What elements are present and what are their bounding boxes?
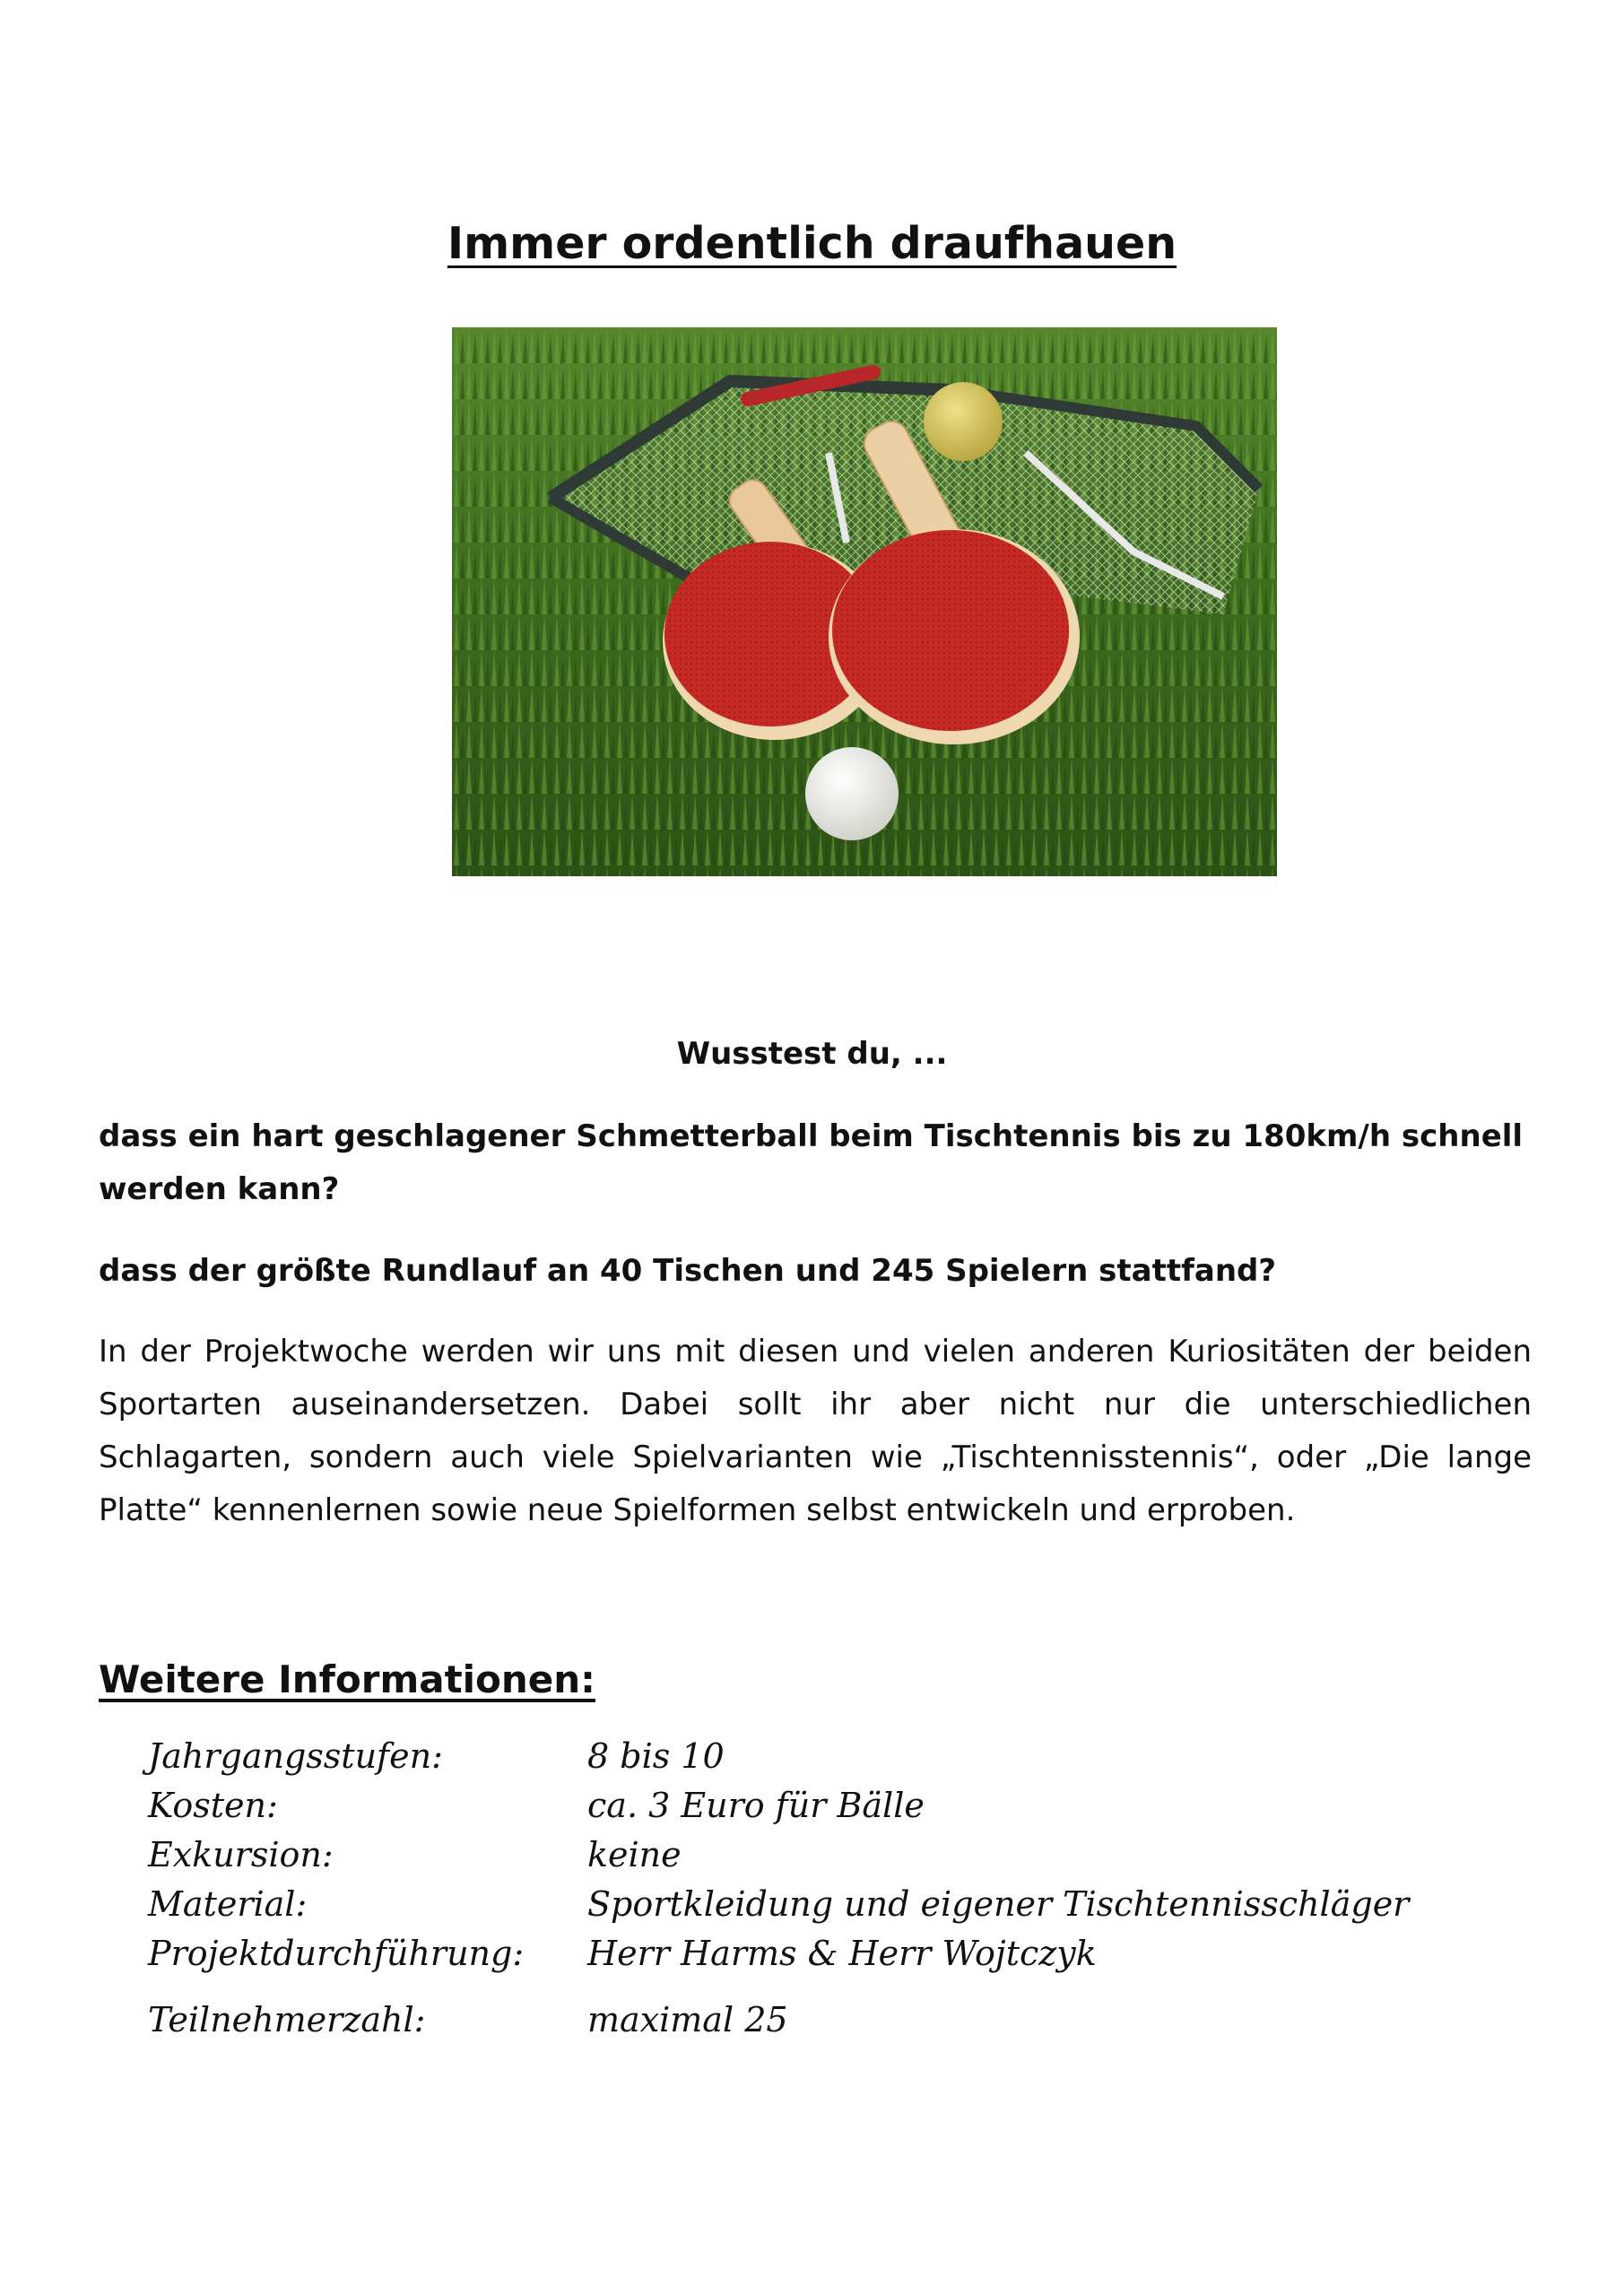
info-row-costs: [148, 1780, 1409, 1830]
page-title: Immer ordentlich draufhauen: [447, 218, 1177, 269]
info-row-excursion: [148, 1830, 1409, 1879]
info-row-participants: [148, 1995, 1409, 2044]
info-row-material: [148, 1879, 1409, 1928]
fact-speed: dass ein hart geschlagener Schmetterball beim Tischtennis bis zu 180km/h schnell werden kann?: [99, 1118, 1524, 1207]
info-label: Jahrgangsstufen:: [148, 1735, 443, 1776]
info-value: ca. 3 Euro für Bälle: [587, 1785, 925, 1825]
info-label: Teilnehmerzahl:: [148, 1999, 426, 2039]
info-label: Exkursion:: [148, 1834, 334, 1874]
info-heading: Weitere Informationen:: [99, 1657, 595, 1701]
photo-illustration: [452, 327, 1277, 876]
project-description: In der Projektwoche werden wir uns mit diesen und vielen anderen Kuriositäten der beiden Sportarten auseinandersetzen. Dabei sollt ihr aber nicht nur die unterschiedlichen Schlagarten, sondern auch viele Spielvarianten wie „Tischtennisstennis“, oder „Die lange Platte“ kennenlernen sowie neue Spielformen selbst entwickeln und erproben.: [99, 1334, 1532, 1528]
info-value: maximal 25: [587, 1999, 788, 2039]
info-label: Kosten:: [148, 1785, 278, 1825]
info-value: Herr Harms & Herr Wojtczyk: [587, 1933, 1097, 1973]
info-row-grades: [148, 1731, 1409, 1780]
info-row-leaders: [148, 1928, 1409, 1978]
info-value: Sportkleidung und eigener Tischtennisschläger: [587, 1883, 1410, 1924]
info-value: 8 bis 10: [587, 1735, 725, 1776]
table-tennis-photo: [452, 327, 1277, 876]
info-label: Material:: [148, 1883, 308, 1924]
did-you-know-heading: Wusstest du, ...: [676, 1036, 948, 1072]
info-value: keine: [587, 1834, 682, 1874]
info-label: Projektdurchführung:: [148, 1933, 525, 1973]
info-table: [148, 1731, 1409, 2044]
fact-rundlauf: dass der größte Rundlauf an 40 Tischen und 245 Spielern stattfand?: [99, 1253, 1277, 1289]
